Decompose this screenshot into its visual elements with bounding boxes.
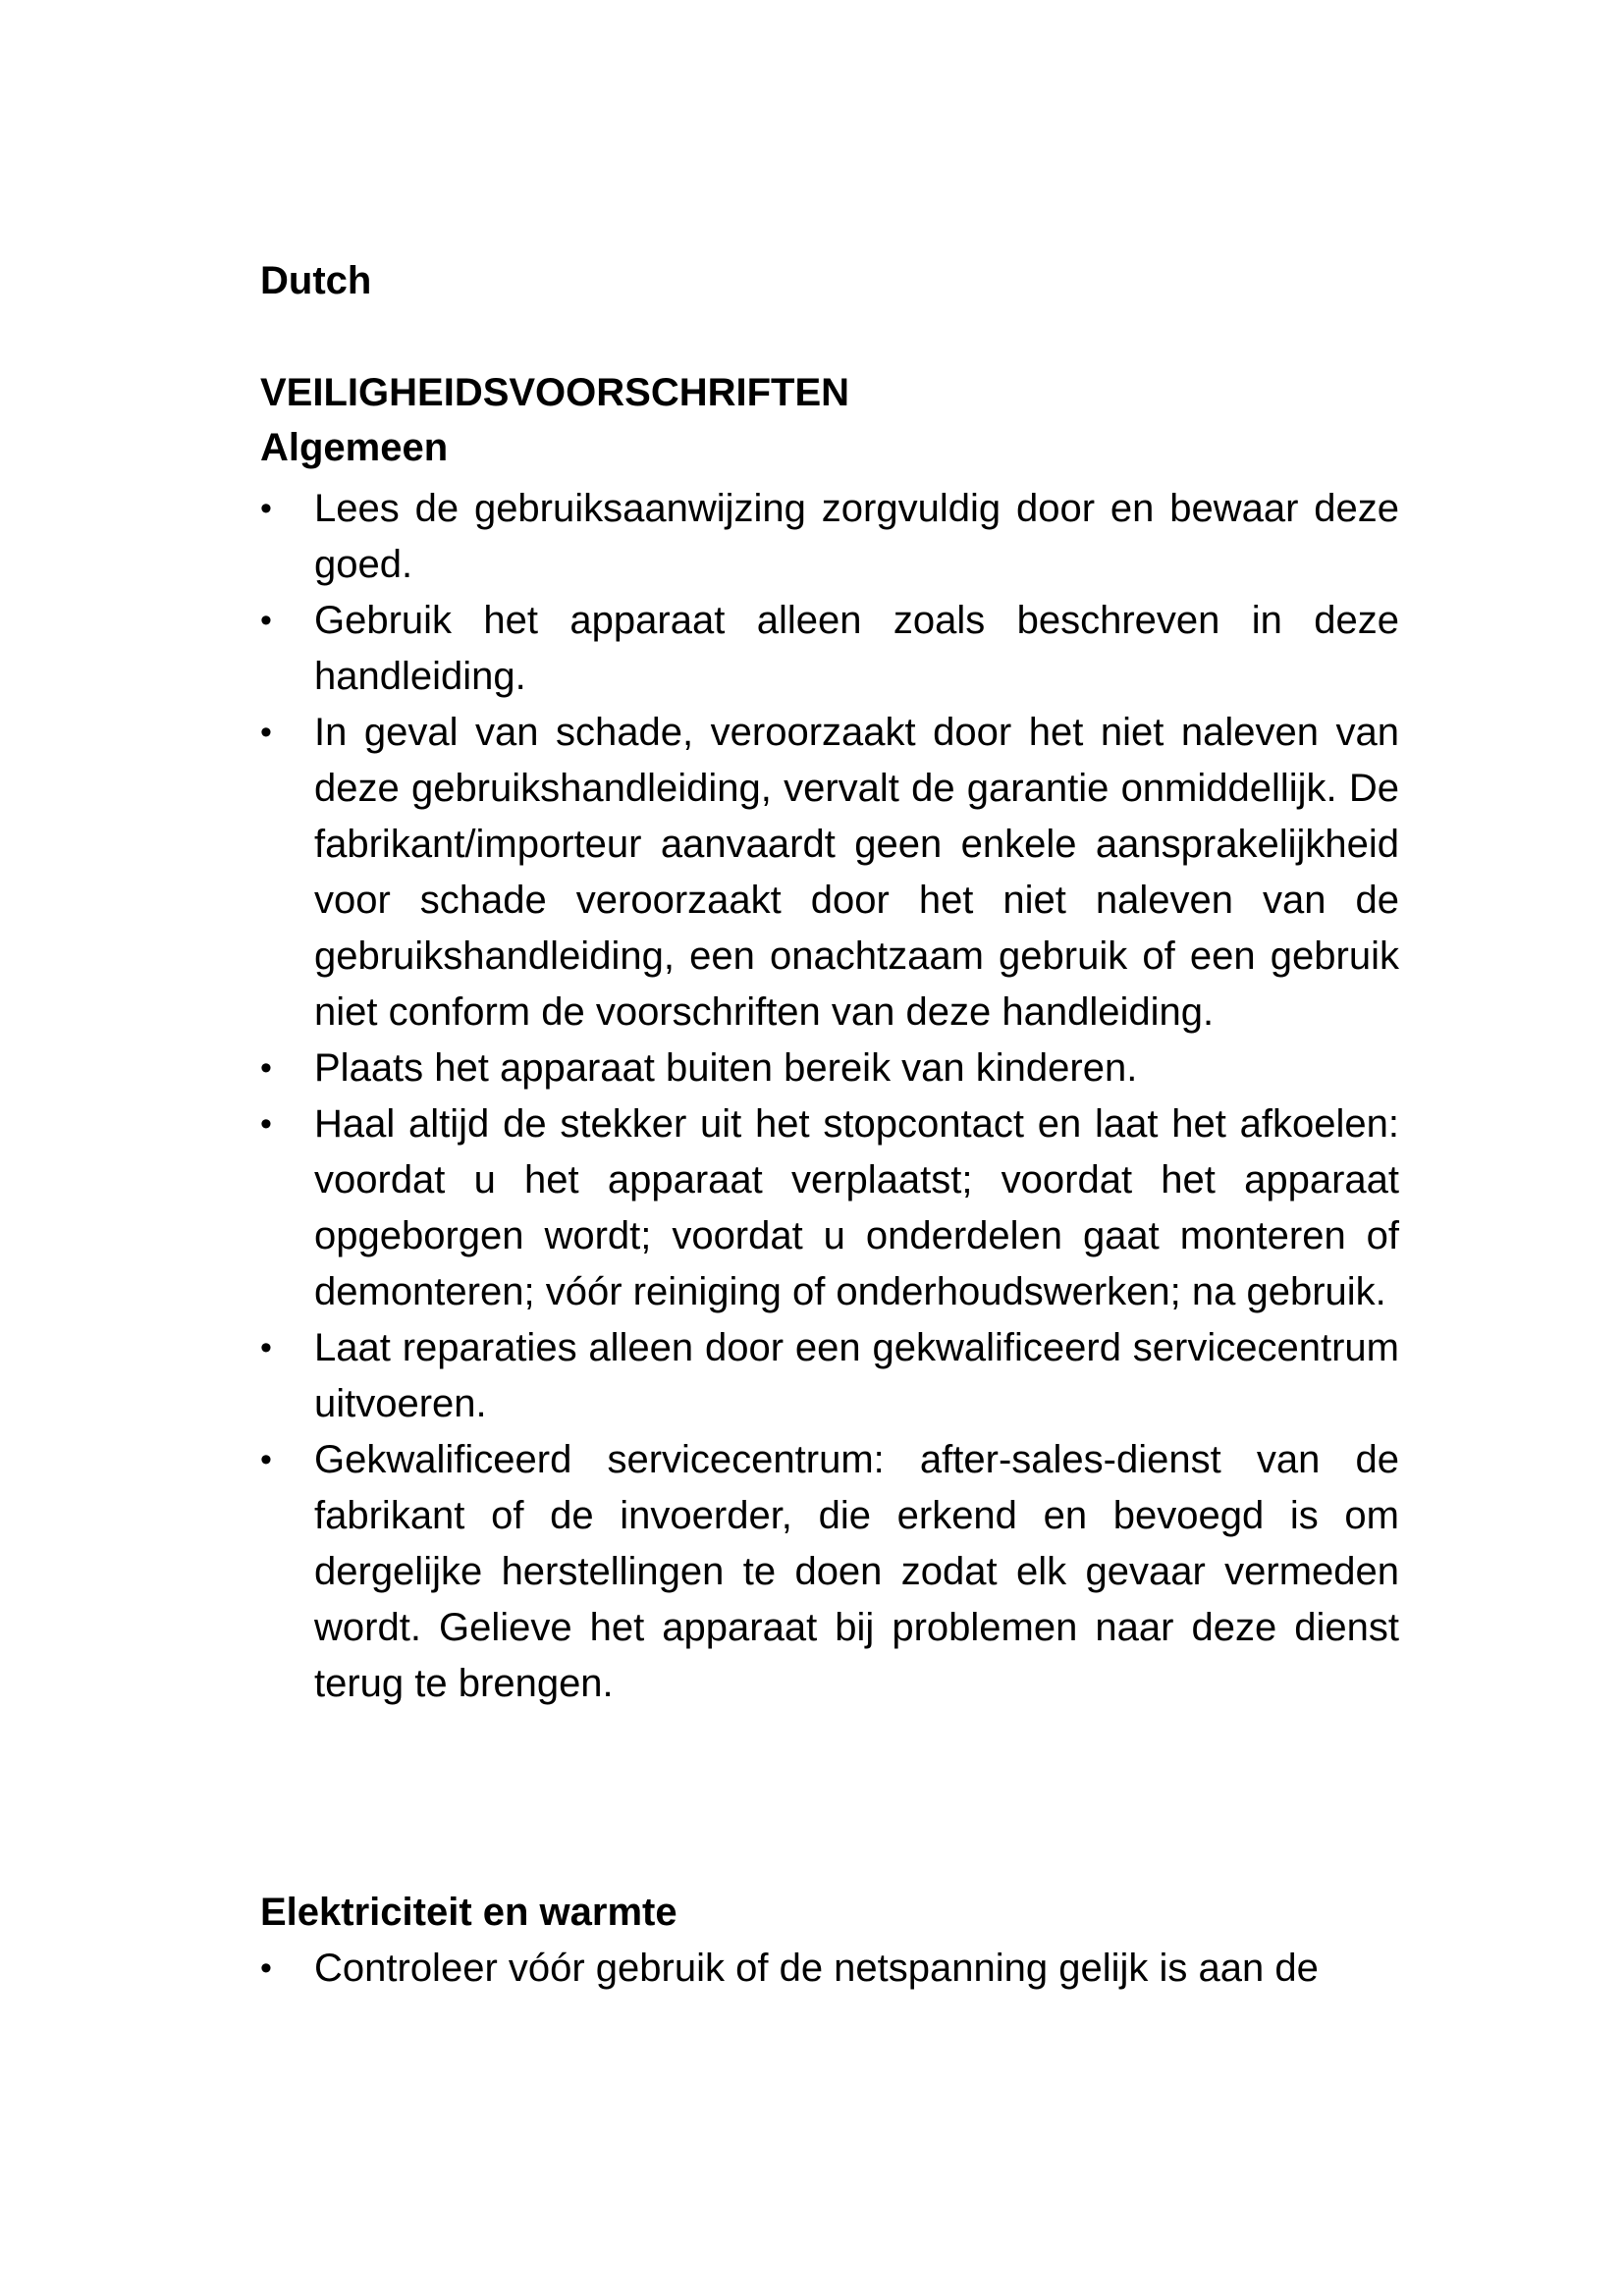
list-item	[260, 1041, 1399, 1096]
bullet-icon: •	[260, 1049, 272, 1087]
list-item-text: Gekwalificeerd servicecentrum: after-sales-dienst van de fabrikant of de invoerder, die erkend en bevoegd is om dergelijke herstellingen te doen zodat elk gevaar vermeden wordt. Gelieve het apparaat bij problemen naar deze dienst terug te brengen.	[314, 1438, 1399, 1705]
bullet-icon: •	[260, 1441, 272, 1478]
bullet-icon: •	[260, 490, 272, 527]
section-title: VEILIGHEIDSVOORSCHRIFTEN	[260, 371, 850, 414]
bullet-icon: •	[260, 1949, 272, 1987]
bullet-list-electricity	[260, 1941, 1399, 1997]
subheading-general: Algemeen	[260, 426, 449, 469]
list-item-text: Plaats het apparaat buiten bereik van kinderen.	[314, 1046, 1138, 1090]
list-item-text: Laat reparaties alleen door een gekwalificeerd servicecentrum uitvoeren.	[314, 1326, 1399, 1425]
bullet-icon: •	[260, 1329, 272, 1366]
bullet-icon: •	[260, 714, 272, 751]
list-item	[260, 705, 1399, 1041]
bullet-list-general	[260, 481, 1399, 1712]
list-item-text: Haal altijd de stekker uit het stopcontact en laat het afkoelen: voordat u het apparaat verplaatst; voordat het apparaat opgeborgen wordt; voordat u onderdelen gaat monteren of demonteren; vóór reiniging of onderhoudswerken; na gebruik.	[314, 1102, 1399, 1313]
list-item	[260, 481, 1399, 593]
language-label: Dutch	[260, 259, 372, 302]
list-item-text: Gebruik het apparaat alleen zoals beschreven in deze handleiding.	[314, 599, 1399, 698]
list-item	[260, 1320, 1399, 1432]
list-item	[260, 1941, 1399, 1997]
list-item-text: Lees de gebruiksaanwijzing zorgvuldig door en bewaar deze goed.	[314, 487, 1399, 586]
bullet-icon: •	[260, 1105, 272, 1143]
bullet-icon: •	[260, 602, 272, 639]
list-item-text: In geval van schade, veroorzaakt door het niet naleven van deze gebruikshandleiding, vervalt de garantie onmiddellijk. De fabrikant/importeur aanvaardt geen enkele aansprakelijkheid voor schade veroorzaakt door het niet naleven van de gebruikshandleiding, een onachtzaam gebruik of een gebruik niet conform de voorschriften van deze handleiding.	[314, 711, 1399, 1034]
list-item	[260, 593, 1399, 705]
list-item-text: Controleer vóór gebruik of de netspanning gelijk is aan de	[314, 1947, 1319, 1990]
list-item	[260, 1096, 1399, 1320]
subheading-electricity: Elektriciteit en warmte	[260, 1891, 677, 1934]
list-item	[260, 1432, 1399, 1712]
